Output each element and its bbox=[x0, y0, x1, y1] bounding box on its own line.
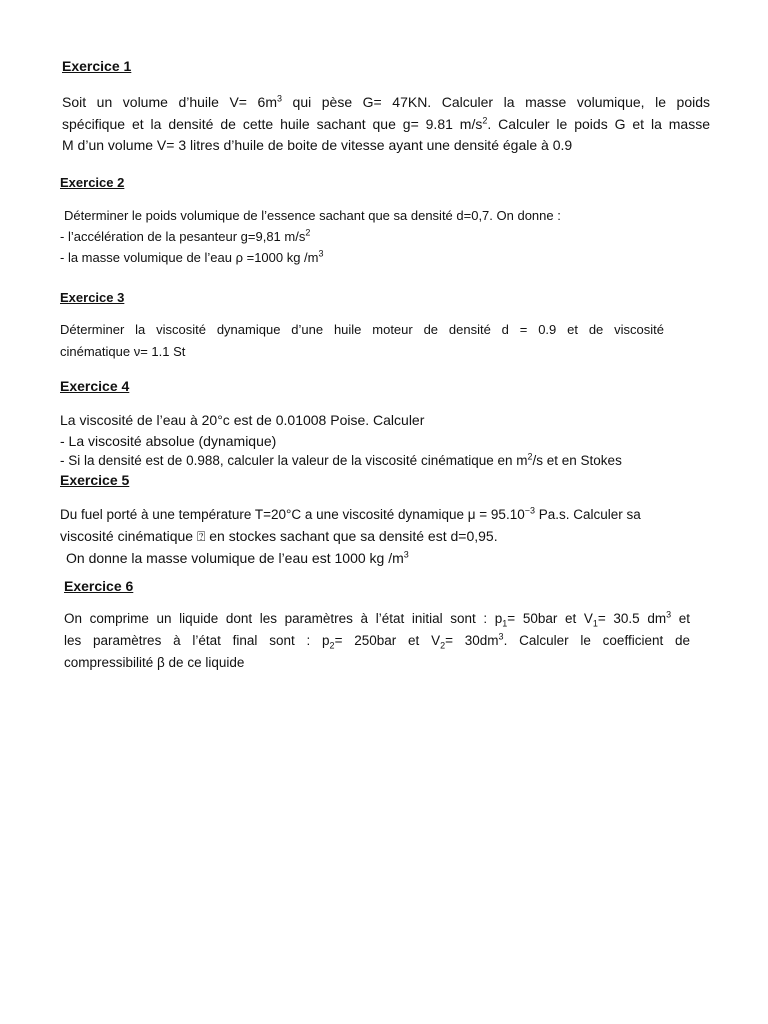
exercise-4-line-3: - Si la densité est de 0.988, calculer la valeur de la viscosité cinématique en $m^2/s$ et en Stokes bbox=[60, 451, 622, 468]
exercise-3-title: Exercice 3 bbox=[60, 290, 125, 305]
exercise-1-line-3: M d’un volume V= 3 litres d’huile de boite de vitesse ayant une densité égale à 0.9 bbox=[62, 137, 573, 153]
exercise-5-line-3: On donne la masse volumique de l’eau est 1000 kg $/m^3$ bbox=[66, 549, 409, 566]
exercise-6-title: Exercice 6 bbox=[64, 578, 134, 594]
exercise-3-line-1: Déterminer la viscosité dynamique d’une huile moteur de densité d = 0.9 et de viscosité bbox=[60, 322, 664, 337]
exercise-4-line-2: - La viscosité absolue (dynamique) bbox=[60, 433, 277, 449]
exercise-4-line-1: La viscosité de l’eau à 20°c est de 0.01008 Poise. Calculer bbox=[60, 412, 425, 428]
exercise-4-title: Exercice 4 bbox=[60, 378, 130, 394]
exercise-5-line-2: viscosité cinématique ⍰ en stockes sachant que sa densité est d=0,95. bbox=[60, 528, 498, 544]
exercise-3-line-2: cinématique ν= 1.1 St bbox=[60, 344, 186, 359]
exercise-2-line-2: - l’accélération de la pesanteur g=9,81 $m/s^2$ bbox=[60, 227, 311, 244]
exercise-1-line-2: spécifique et la densité de cette huile sachant que g= 9.81 $m/s^2$. Calculer le poids G et la masse bbox=[62, 115, 711, 132]
exercise-2-title: Exercice 2 bbox=[60, 175, 125, 190]
exercise-1-title: Exercice 1 bbox=[62, 58, 132, 74]
exercise-5-line-1: Du fuel porté à une température T=20°C a une viscosité dynamique $\mu = 95.10^{-3}$ Pa.s. Calculer sa bbox=[60, 505, 641, 522]
exercise-2-line-3: - la masse volumique de l’eau ρ =1000 kg $/m^3$ bbox=[60, 248, 324, 265]
exercise-6-line-2: les paramètres à l’état final sont : $p_2= 250bar$ et $V_2= 30dm^3$. Calculer le coefficient de bbox=[64, 631, 691, 651]
exercise-1-line-1: Soit un volume d’huile $V= 6m^3$ qui pèse G= 47KN. Calculer la masse volumique, le poids bbox=[62, 93, 710, 110]
exercise-2-line-1: Déterminer le poids volumique de l’essence sachant que sa densité d=0,7. On donne : bbox=[64, 208, 561, 223]
exercise-6-line-3: compressibilité β de ce liquide bbox=[64, 655, 245, 670]
exercise-6-line-1: On comprime un liquide dont les paramètres à l’état initial sont : $p_1= 50bar$ et $V_1= 30.5$ $dm^3$ et bbox=[64, 609, 690, 629]
exercise-5-title: Exercice 5 bbox=[60, 472, 130, 488]
